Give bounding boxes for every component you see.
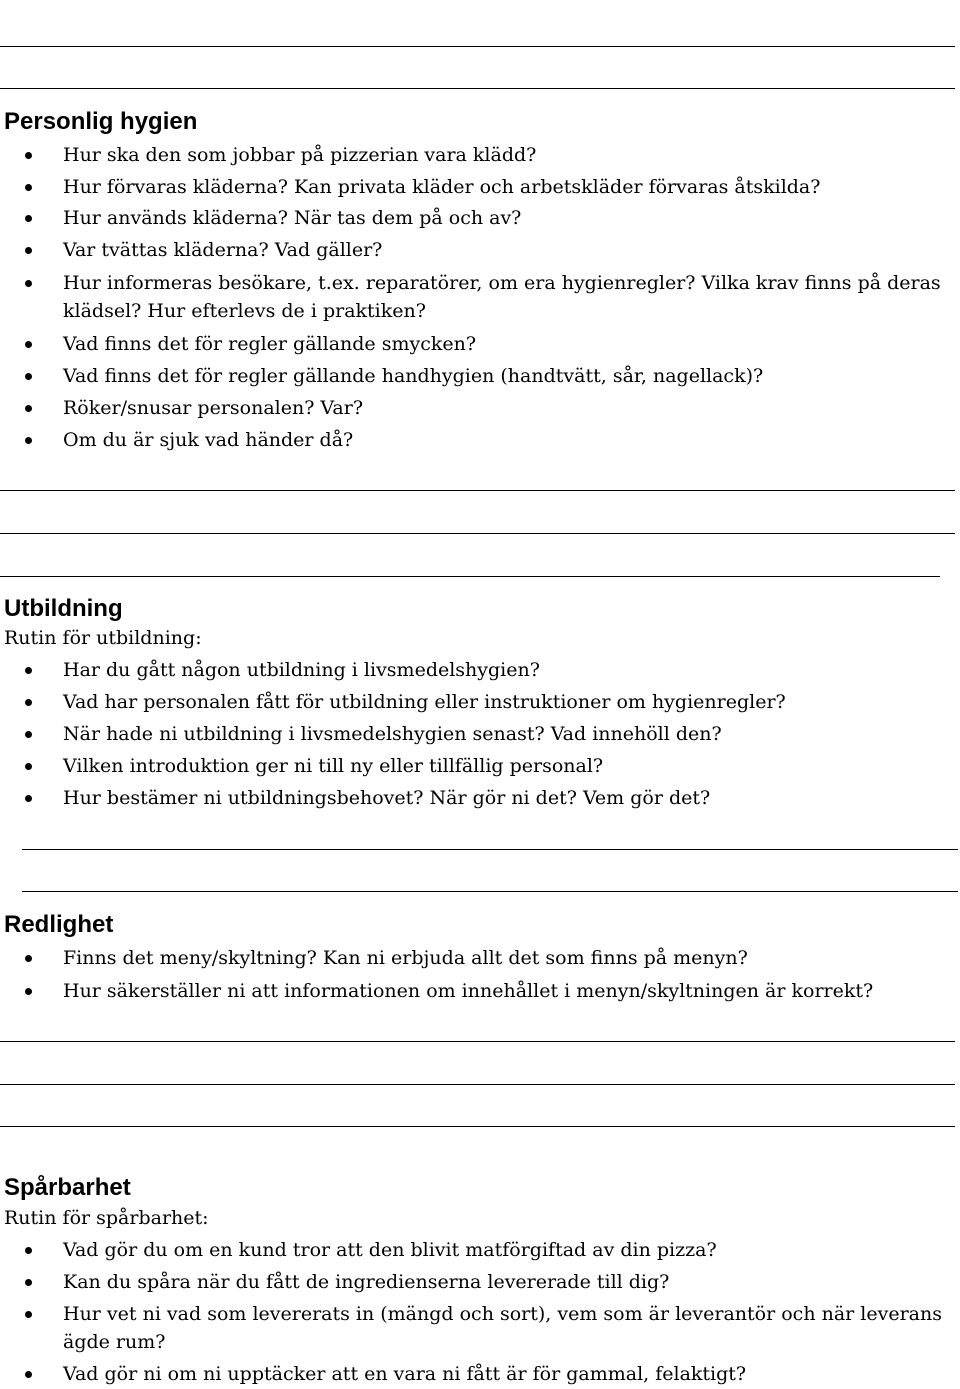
bullet-icon <box>25 152 32 159</box>
bullet-icon <box>25 795 32 802</box>
answer-line <box>22 849 958 850</box>
answer-line <box>0 88 955 89</box>
bullet-icon <box>25 1311 32 1318</box>
bullet-icon <box>25 1371 32 1378</box>
bullet-icon <box>25 373 32 380</box>
bullet-icon <box>25 280 32 287</box>
answer-line <box>0 576 940 577</box>
answer-line <box>0 46 955 47</box>
traceability-routine-label: Rutin för spårbarhet: <box>4 1207 209 1229</box>
bullet-icon <box>25 215 32 222</box>
answer-line <box>0 1041 955 1042</box>
bullet-icon <box>25 731 32 738</box>
bullet-icon <box>25 763 32 770</box>
bullet-icon <box>25 247 32 254</box>
bullet-icon <box>25 437 32 444</box>
answer-line <box>0 1084 955 1085</box>
bullet-icon <box>25 955 32 962</box>
answer-line <box>0 490 955 491</box>
bullet-icon <box>25 988 32 995</box>
bullet-icon <box>25 1247 32 1254</box>
section-heading-personal-hygiene: Personlig hygien <box>4 108 198 135</box>
answer-line <box>0 533 955 534</box>
training-routine-label: Rutin för utbildning: <box>4 627 202 649</box>
bullet-icon <box>25 184 32 191</box>
section-heading-training: Utbildning <box>4 595 123 622</box>
section-heading-traceability: Spårbarhet <box>4 1174 131 1201</box>
bullet-icon <box>25 667 32 674</box>
document-page: Personlig hygien Hur ska den som jobbar på pizzerian vara klädd? Hur förvaras kläderna? Kan privata kläder och arbetskläder förvaras åtskilda? Hur används kläderna? När tas dem på och av? Var tvättas kläderna? Vad gäller? Hur informeras besökare, t.ex. reparatörer, om era hygienregler? Vilka krav finns på deras klädsel? Hur efterlevs de i praktiken? Vad finns det för regler gällande smycken? Vad finns det för regler gällande handhygien (handtvätt, sår, nagellack)? Röker/snusar personalen? Var? Om du är sjuk vad händer då? Utbildning Rutin för utbildning: Har du gått någon utbildning i livsmedelshygien? Vad har personalen fått för utbildning eller instruktioner om hygienregler? När hade ni utbildning i livsmedelshygien senast? Vad innehöll den? Vilken introduktion ger ni till ny eller tillfällig personal? Hur bestämer ni utbildningsbehovet? När gör ni det? Vem gör det? Redlighet Finns det meny/skyltning? Kan ni erbjuda allt det som finns på menyn? Hur säkerställer ni att informationen om innehållet i menyn/skyltningen är korrekt? Spårbarhet Rutin för spårbarhet: Vad gör du om en kund tror att den blivit matförgiftad av din pizza? Kan du spåra när du fått de ingredienserna levererade till dig? Hur vet ni vad som levererats in (mängd och sort), vem som är leverantör och när leverans ägde rum? Vad gör ni om ni upptäcker att en vara ni fått är för gammal, felaktigt? <box>0 0 960 1389</box>
answer-line <box>22 891 958 892</box>
bullet-icon <box>25 405 32 412</box>
bullet-icon <box>25 1279 32 1286</box>
bullet-icon <box>25 341 32 348</box>
answer-line <box>0 1126 955 1127</box>
section-heading-honesty: Redlighet <box>4 911 114 938</box>
bullet-icon <box>25 699 32 706</box>
